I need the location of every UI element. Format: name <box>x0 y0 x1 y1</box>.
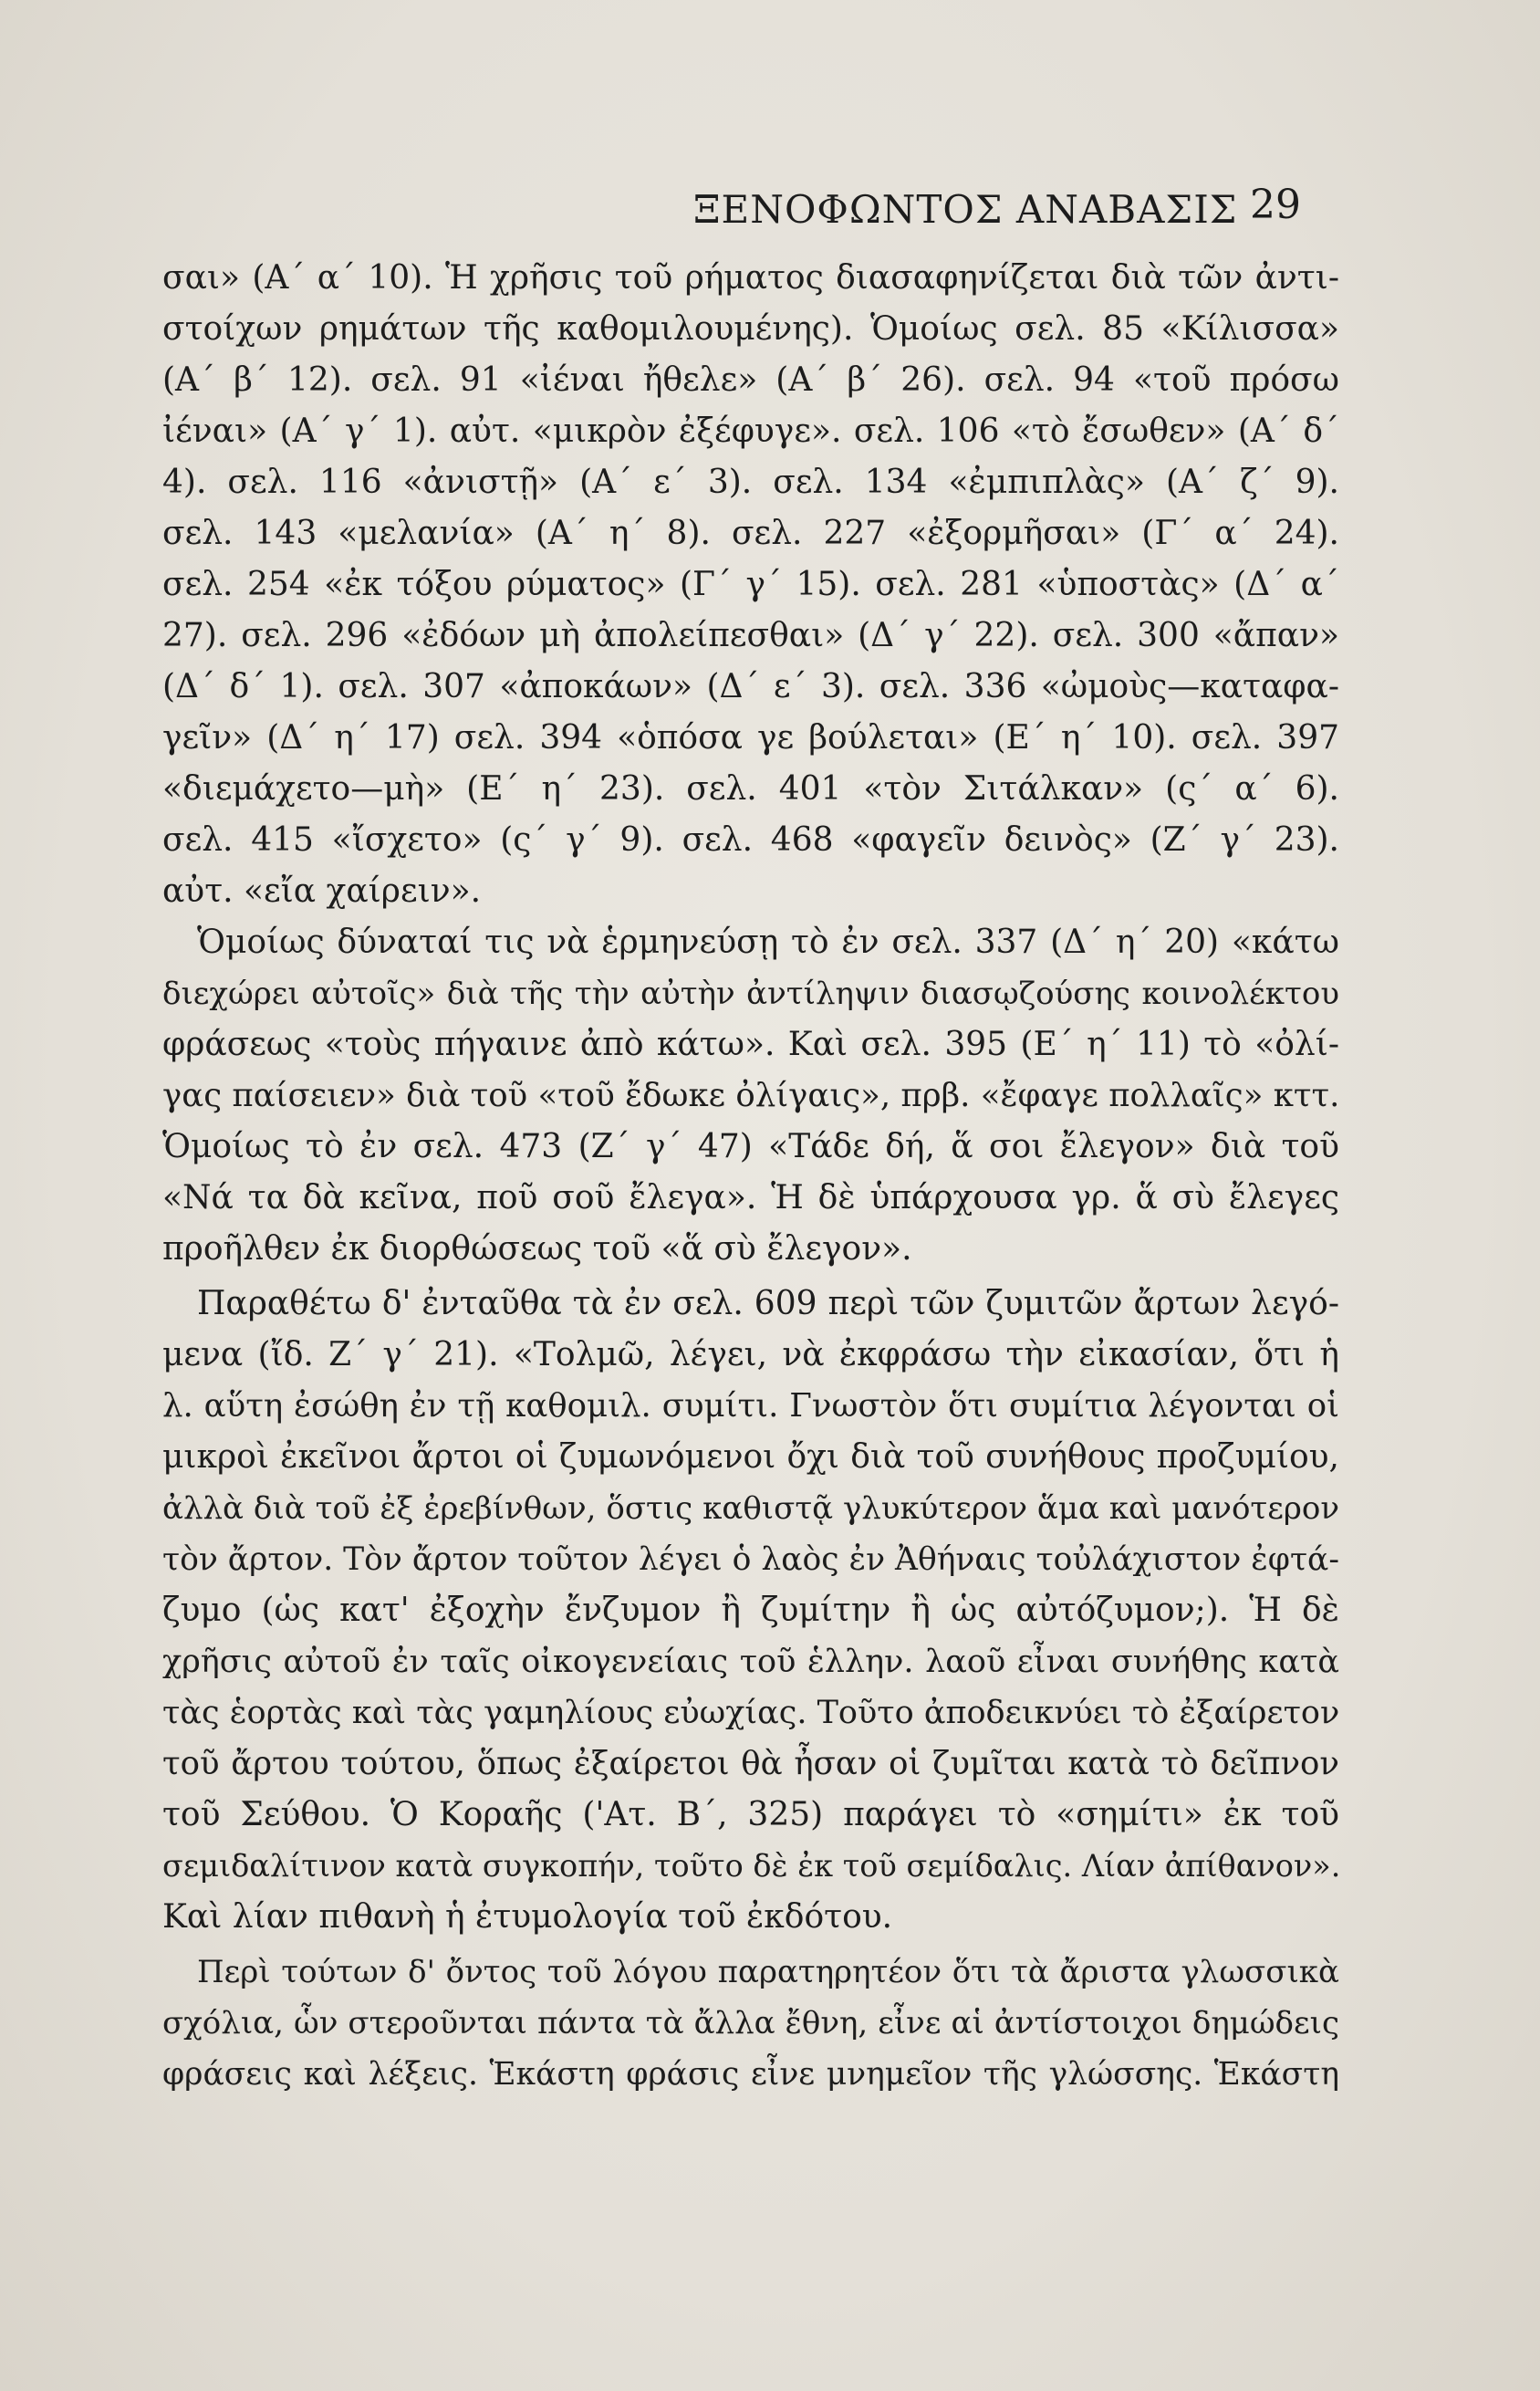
text-line: γας παίσειεν» διὰ τοῦ «τοῦ ἔδωκε ὀλίγαις», πρβ. «ἔφαγε πολλαῖς» κττ. <box>162 1077 1340 1114</box>
text-line: μικροὶ ἐκεῖνοι ἄρτοι οἱ ζυμωνόμενοι ὄχι διὰ τοῦ συνήθους προζυμίου, <box>162 1438 1339 1476</box>
text-line: (Α΄ β΄ 12). σελ. 91 «ἰέναι ἤθελε» (Α΄ β΄ 26). σελ. 94 «τοῦ πρόσω <box>162 361 1339 399</box>
text-line: προῆλθεν ἐκ διορθώσεως τοῦ «ἅ σὺ ἔλεγον». <box>162 1230 912 1268</box>
text-line: «διεμάχετο—μὴ» (Ε΄ η΄ 23). σελ. 401 «τὸν Σιτάλκαν» (ς΄ α΄ 6). <box>162 770 1339 808</box>
body-text <box>162 253 1339 2100</box>
text-line: σελ. 254 «ἐκ τόξου ρύματος» (Γ΄ γ΄ 15). σελ. 281 «ὑποστὰς» (Δ΄ α΄ <box>162 566 1339 603</box>
paragraph-3 <box>162 1279 1339 1943</box>
text-line: τοῦ ἄρτου τούτου, ὅπως ἐξαίρετοι θὰ ἦσαν οἱ ζυμῖται κατὰ τὸ δεῖπνον <box>162 1745 1339 1782</box>
text-line: ζυμο (ὡς κατ' ἐξοχὴν ἔνζυμον ἢ ζυμίτην ἢ ὡς αὐτόζυμον;). Ἡ δὲ <box>162 1592 1339 1629</box>
text-line: ἀλλὰ διὰ τοῦ ἐξ ἐρεβίνθων, ὅστις καθιστᾷ γλυκύτερον ἅμα καὶ μανότερον <box>162 1490 1339 1527</box>
text-line: φράσεις καὶ λέξεις. Ἑκάστη φράσις εἶνε μνημεῖον τῆς γλώσσης. Ἑκάστη <box>162 2056 1339 2093</box>
running-head <box>0 182 1540 242</box>
text-line: 27). σελ. 296 «ἐδόων μὴ ἀπολείπεσθαι» (Δ΄ γ΄ 22). σελ. 300 «ἄπαν» <box>162 617 1339 654</box>
text-line: γεῖν» (Δ΄ η΄ 17) σελ. 394 «ὁπόσα γε βούλεται» (Ε΄ η΄ 10). σελ. 397 <box>162 719 1339 757</box>
text-line: Ὁμοίως δύναταί τις νὰ ἑρμηνεύσῃ τὸ ἐν σελ. 337 (Δ΄ η΄ 20) «κάτω <box>197 924 1339 961</box>
text-line: φράσεως «τοὺς πήγαινε ἀπὸ κάτω». Καὶ σελ. 395 (Ε΄ η΄ 11) τὸ «ὀλί- <box>162 1026 1339 1063</box>
text-line: σελ. 415 «ἴσχετο» (ς΄ γ΄ 9). σελ. 468 «φαγεῖν δεινὸς» (Ζ΄ γ΄ 23). <box>162 821 1339 859</box>
text-line: τὸν ἄρτον. Τὸν ἄρτον τοῦτον λέγει ὁ λαὸς ἐν Ἀθήναις τοὐλάχιστον ἐφτά- <box>162 1541 1339 1578</box>
text-line: 4). σελ. 116 «ἀνιστῇ» (Α΄ ε΄ 3). σελ. 134 «ἐμπιπλὰς» (Α΄ ζ΄ 9). <box>162 464 1339 501</box>
paragraph-4 <box>162 1947 1339 2100</box>
text-line: μενα (ἴδ. Ζ΄ γ΄ 21). «Τολμῶ, λέγει, νὰ ἐκφράσω τὴν εἰκασίαν, ὅτι ἡ <box>162 1336 1339 1373</box>
page-number: 29 <box>1250 182 1301 228</box>
text-line: αὐτ. «εἴα χαίρειν». <box>162 872 482 910</box>
text-line: τοῦ Σεύθου. Ὁ Κοραῆς ('Ατ. Β΄, 325) παράγει τὸ «σημίτι» ἐκ τοῦ <box>162 1796 1339 1833</box>
text-line: Παραθέτω δ' ἐνταῦθα τὰ ἐν σελ. 609 περὶ τῶν ζυμιτῶν ἄρτων λεγό- <box>197 1285 1339 1322</box>
text-line: λ. αὕτη ἐσώθη ἐν τῇ καθομιλ. συμίτι. Γνωστὸν ὅτι συμίτια λέγονται οἱ <box>162 1387 1339 1425</box>
text-line: χρῆσις αὐτοῦ ἐν ταῖς οἰκογενείαις τοῦ ἑλλην. λαοῦ εἶναι συνήθης κατὰ <box>162 1644 1339 1680</box>
paragraph-2 <box>162 917 1339 1275</box>
text-line: σχόλια, ὧν στεροῦνται πάντα τὰ ἄλλα ἔθνη, εἶνε αἱ ἀντίστοιχοι δημώδεις <box>162 2005 1339 2041</box>
text-line: (Δ΄ δ΄ 1). σελ. 307 «ἀποκάων» (Δ΄ ε΄ 3). σελ. 336 «ὠμοὺς—καταφα- <box>162 668 1339 705</box>
paragraph-1 <box>162 253 1339 917</box>
text-line: τὰς ἑορτὰς καὶ τὰς γαμηλίους εὐωχίας. Τοῦτο ἀποδεικνύει τὸ ἐξαίρετον <box>162 1695 1340 1731</box>
text-line: σεμιδαλίτινον κατὰ συγκοπήν, τοῦτο δὲ ἐκ τοῦ σεμίδαλις. Λίαν ἀπίθανον». <box>162 1848 1341 1884</box>
text-line: Ὁμοίως τὸ ἐν σελ. 473 (Ζ΄ γ΄ 47) «Τάδε δή, ἅ σοι ἔλεγον» διὰ τοῦ <box>162 1128 1339 1165</box>
text-line: Καὶ λίαν πιθανὴ ἡ ἐτυμολογία τοῦ ἐκδότου. <box>162 1898 893 1936</box>
text-line: «Νά τα δὰ κεῖνα, ποῦ σοῦ ἔλεγα». Ἡ δὲ ὑπάρχουσα γρ. ἅ σὺ ἔλεγες <box>162 1179 1339 1216</box>
text-line: στοίχων ρημάτων τῆς καθομιλουμένης). Ὁμοίως σελ. 85 «Κίλισσα» <box>162 310 1339 348</box>
text-line: σελ. 143 «μελανία» (Α΄ η΄ 8). σελ. 227 «ἐξορμῆσαι» (Γ΄ α΄ 24). <box>162 515 1339 552</box>
running-title: ΞΕΝΟΦΩΝΤΟΣ ΑΝΑΒΑΣΙΣ <box>693 187 1238 232</box>
text-line: σαι» (Α΄ α΄ 10). Ἡ χρῆσις τοῦ ρήματος διασαφηνίζεται διὰ τῶν ἀντι- <box>162 259 1339 297</box>
text-line: ἰέναι» (Α΄ γ΄ 1). αὐτ. «μικρὸν ἐξέφυγε». σελ. 106 «τὸ ἔσωθεν» (Α΄ δ΄ <box>162 412 1339 450</box>
text-line: Περὶ τούτων δ' ὄντος τοῦ λόγου παρατηρητέον ὅτι τὰ ἄριστα γλωσσικὰ <box>197 1954 1339 1990</box>
text-line: διεχώρει αὐτοῖς» διὰ τῆς τὴν αὐτὴν ἀντίληψιν διασῳζούσης κοινολέκτου <box>162 976 1339 1012</box>
